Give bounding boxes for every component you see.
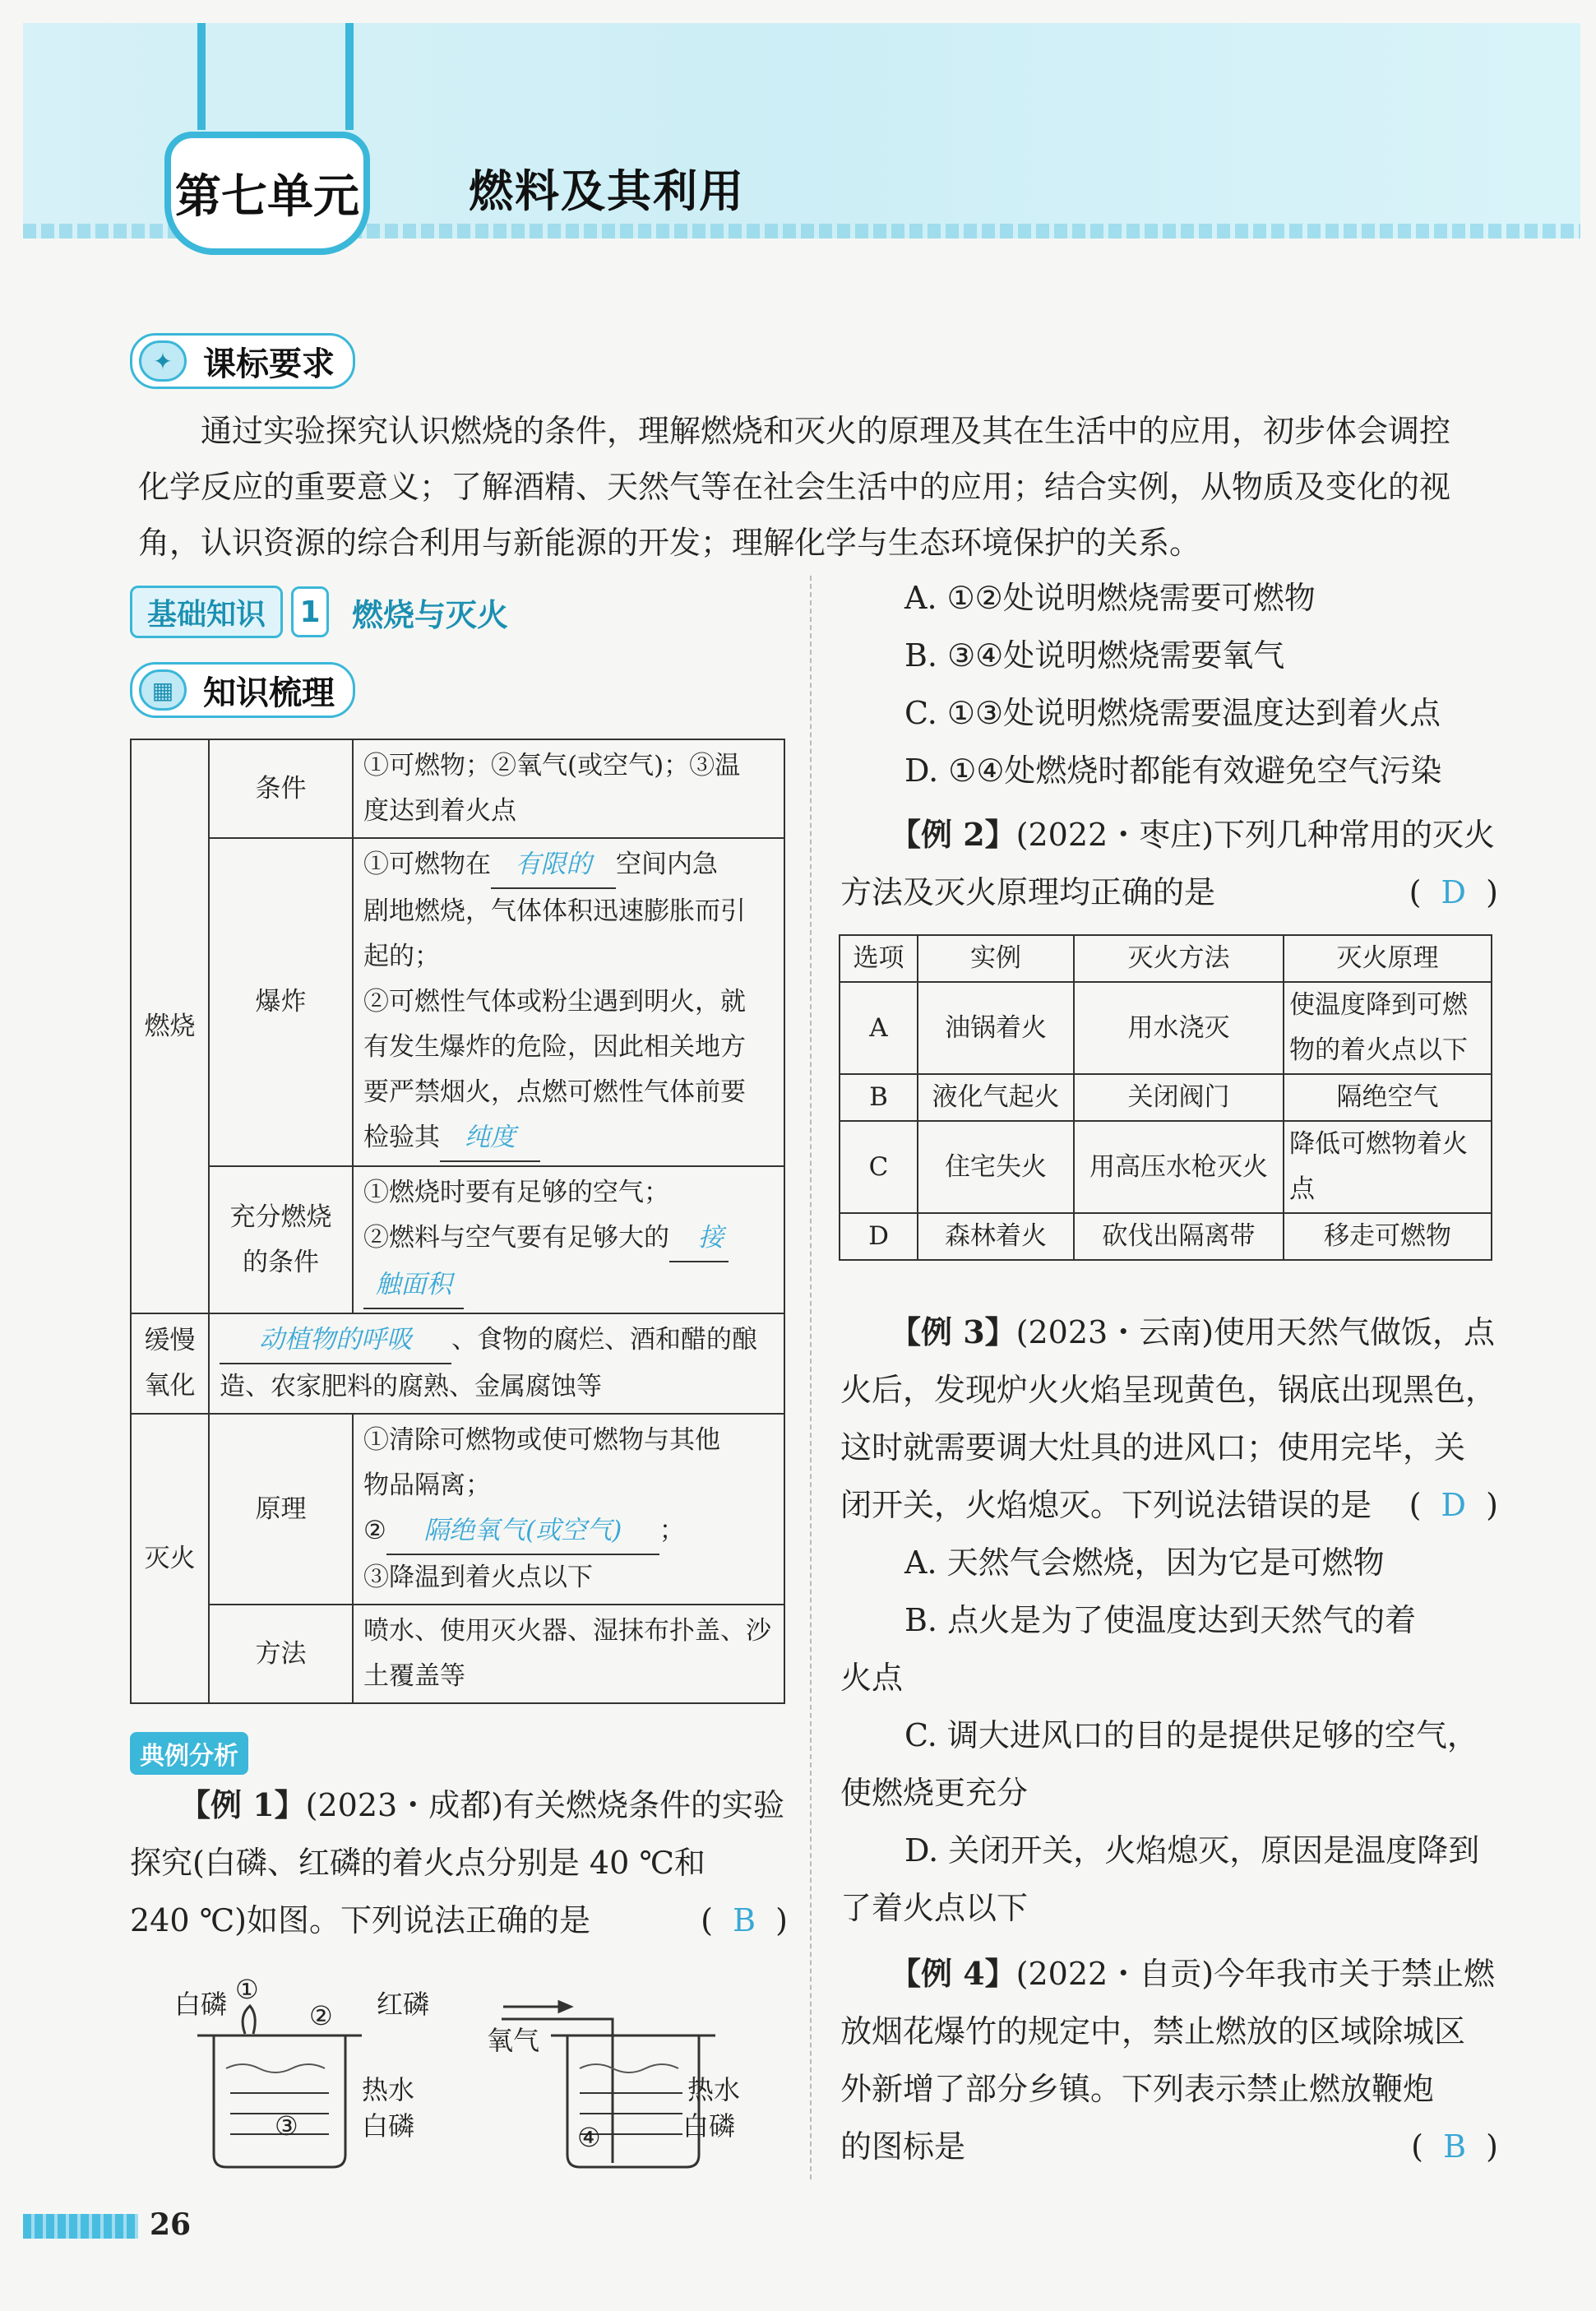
unit-label: 第七单元 — [175, 170, 359, 224]
book-icon: ▦ — [139, 669, 187, 711]
answer-blank: 动植物的呼吸 — [220, 1318, 451, 1364]
answer: D — [1441, 874, 1467, 910]
answer-blank: 触面积 — [363, 1262, 464, 1309]
example-analysis-tag: 典例分析 — [130, 1732, 248, 1775]
answer-blank: 接 — [669, 1216, 729, 1262]
label-hot-water: 热水 — [687, 2074, 741, 2105]
label-mark-3: ③ — [275, 2110, 298, 2142]
unit-title: 燃料及其利用 — [469, 165, 745, 217]
answer: B — [1443, 2128, 1467, 2165]
knowledge-sorting-heading: ▦ 知识梳理 — [130, 662, 355, 718]
answer: D — [1441, 1487, 1467, 1523]
lightbulb-icon: ✦ — [139, 340, 187, 382]
slow-oxidation-cell: 动植物的呼吸 、食物的腐烂、酒和醋的酿 造、农家肥料的腐熟、金属腐蚀等 — [209, 1313, 784, 1414]
label-mark-1: ① — [235, 1974, 259, 2005]
basic-knowledge-heading — [130, 586, 508, 638]
principle-cell: ①清除可燃物或使可燃物与其他 物品隔离； ② 隔绝氧气(或空气) ； ③降温到着火点以下 — [353, 1414, 784, 1605]
row-burning: 燃烧 — [131, 739, 209, 1313]
label-white-phosphorus: 白磷 — [174, 1989, 228, 2020]
example-2-table: 选项 实例 灭火方法 灭火原理 A 油锅着火 用水浇灭 使温度降到可燃物的着火点以下 B 液化气起火 关闭阀门 隔绝空气 C 住宅失火 用高压水枪灭火 降低可燃物着火点 D 森林着火 砍伐出隔离带 移走可燃物 — [839, 934, 1492, 1261]
label-red-phosphorus: 红磷 — [377, 1989, 430, 2020]
answer-blank: 隔绝氧气(或空气) — [386, 1508, 659, 1555]
knowledge-table: 燃烧 条件 ①可燃物；②氧气(或空气)；③温 度达到着火点 爆炸 ①可燃物在 有限的 空间内急 剧地燃烧，气体体积迅速膨胀而引 起的； ②可燃性气体或粉尘遇到明火，就 有发生爆炸的危险，因此相关地方 要严禁烟火，点燃可燃性气体前要 检验其 纯度 充分燃烧 的条件 ①燃烧时要有足够的空气； ②燃料与空气要有足够大的 接 触面积 缓慢 氧化 动植物的呼吸 、食物的腐烂、酒和醋的酿 造、农家肥料的腐熟、金属腐蚀等 灭火 原理 ①清除可燃物或使可燃物与其他 物品隔离； ② 隔绝氧气(或空气) ； ③降温到着火点以下 方法 喷水、使用灭火器、湿抹布扑盖、沙 土覆盖等 — [130, 739, 785, 1704]
table-row: D 森林着火 砍伐出隔离带 移走可燃物 — [840, 1213, 1492, 1260]
unit-badge — [164, 132, 370, 255]
label-hot-water: 热水 — [362, 2074, 415, 2105]
badge-hanger-right — [345, 23, 354, 130]
basic-knowledge-number: 1 — [291, 586, 329, 637]
basic-knowledge-title: 燃烧与灭火 — [352, 596, 509, 633]
example-4: 【例 4】(2022・自贡)今年我市关于禁止燃 放烟花爆竹的规定中，禁止燃放的区域除城区 外新增了部分乡镇。下列表示禁止燃放鞭炮 的图标是 ( B ) — [840, 1955, 1498, 2165]
full-burn-cell: ①燃烧时要有足够的空气； ②燃料与空气要有足够大的 接 触面积 — [353, 1166, 784, 1313]
beaker-left — [197, 2006, 362, 2167]
course-requirement-heading: ✦ 课标要求 — [130, 333, 355, 389]
condition-cell: ①可燃物；②氧气(或空气)；③温 度达到着火点 — [353, 739, 784, 838]
label-mark-2: ② — [309, 2000, 333, 2031]
table-row: C 住宅失火 用高压水枪灭火 降低可燃物着火点 — [840, 1121, 1492, 1213]
page-number: 26 — [150, 2207, 192, 2242]
answer: B — [733, 1902, 756, 1938]
label-mark-4: ④ — [577, 2122, 601, 2153]
explosion-cell: ①可燃物在 有限的 空间内急 剧地燃烧，气体体积迅速膨胀而引 起的； ②可燃性气体或粉尘遇到明火，就 有发生爆炸的危险，因此相关地方 要严禁烟火，点燃可燃性气体前要 检验其 纯度 — [353, 838, 784, 1166]
column-divider — [810, 576, 812, 2179]
example-1-options: A. ①②处说明燃烧需要可燃物 B. ③④处说明燃烧需要氧气 C. ①③处说明燃烧需要温度达到着火点 D. ①④处燃烧时都能有效避免空气污染 — [904, 580, 1442, 789]
example-3: 【例 3】(2023・云南)使用天然气做饭，点 火后，发现炉火火焰呈现黄色，锅底出现黑色， 这时就需要调大灶具的进风口；使用完毕，关 闭开关，火焰熄灭。下列说法错误的是 ( D ) A. 天然气会燃烧，因为它是可燃物 B. 点火是为了使温度达到天然气的着 火点 C. 调大进风口的目的是提供足够的空气， 使燃烧更充分 D. 关闭开关，火焰熄灭，原因是温度降到 了着火点以下 — [840, 1313, 1498, 1926]
footer-bar — [23, 2214, 138, 2239]
label-white-phosphorus: 白磷 — [682, 2110, 736, 2142]
answer-blank: 纯度 — [440, 1115, 540, 1162]
label-white-phosphorus: 白磷 — [362, 2110, 415, 2142]
row-extinguish: 灭火 — [131, 1414, 209, 1703]
basic-knowledge-label: 基础知识 — [130, 586, 283, 638]
method-cell: 喷水、使用灭火器、湿抹布扑盖、沙 土覆盖等 — [353, 1605, 784, 1703]
label-oxygen: 氧气 — [487, 2025, 540, 2056]
answer-blank: 有限的 — [491, 842, 616, 889]
course-requirement-text: 通过实验探究认识燃烧的条件，理解燃烧和灭火的原理及其在生活中的应用，初步体会调控 化学反应的重要意义；了解酒精、天然气等在社会生活中的应用；结合实例，从物质及变化的视 角，认识资源的综合利用与新能源的开发；理解化学与生态环境保护的关系。 — [138, 413, 1451, 561]
table-row: B 液化气起火 关闭阀门 隔绝空气 — [840, 1074, 1492, 1121]
badge-hanger-left — [197, 23, 206, 130]
table-row: A 油锅着火 用水浇灭 使温度降到可燃物的着火点以下 — [840, 982, 1492, 1074]
example-1: 【例 1】(2023・成都)有关燃烧条件的实验 探究(白磷、红磷的着火点分别是 40 ℃和 240 ℃)如图。下列说法正确的是 ( B ) — [130, 1786, 788, 1938]
example-2: 【例 2】(2022・枣庄)下列几种常用的灭火 方法及灭火原理均正确的是 ( D ) — [840, 816, 1498, 910]
